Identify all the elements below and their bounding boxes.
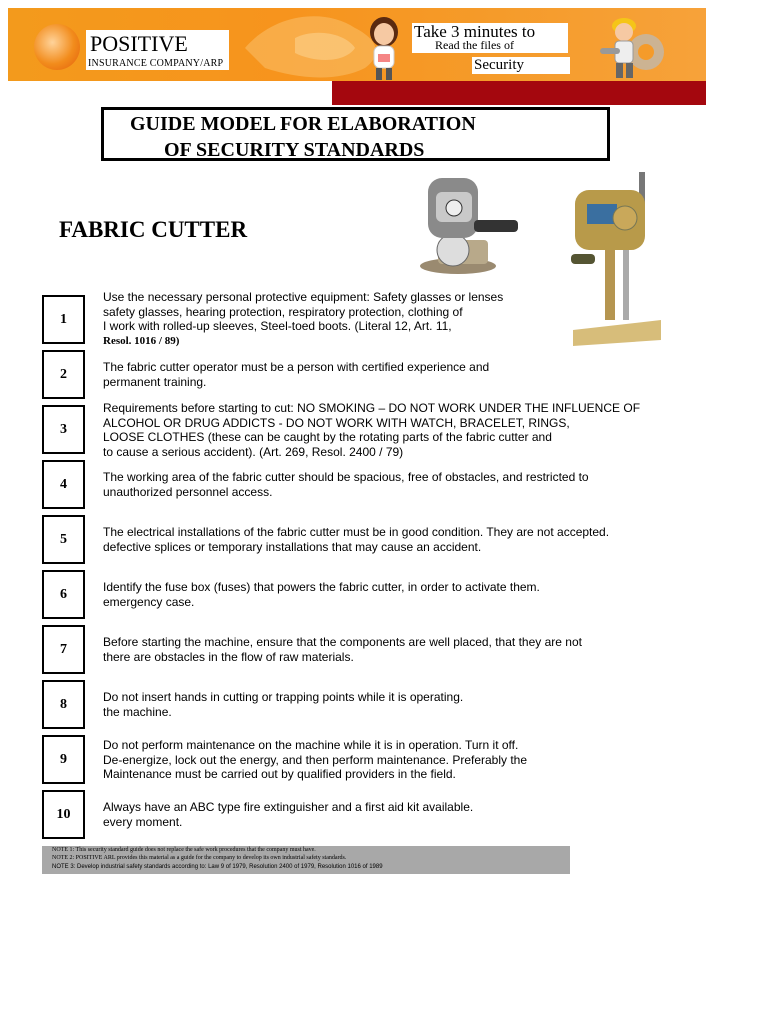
item-number-box: 9	[42, 735, 85, 784]
header-red-bar	[332, 81, 706, 105]
note-1: NOTE 1: This security standard guide does not replace the safe work procedures that the company must have.	[52, 847, 316, 853]
item-line: there are obstacles in the flow of raw materials.	[103, 649, 354, 664]
item-number-box: 4	[42, 460, 85, 509]
item-text-9	[103, 738, 527, 782]
item-line: Before starting the machine, ensure that the components are well placed, that they are not	[103, 635, 582, 649]
item-line: Do not insert hands in cutting or trapping points while it is operating.	[103, 690, 464, 704]
item-line: Do not perform maintenance on the machine while it is in operation. Turn it off.	[103, 738, 519, 752]
item-text-7	[103, 635, 582, 664]
item-line: permanent training.	[103, 374, 207, 389]
item-number-box: 10	[42, 790, 85, 839]
item-line: safety glasses, hearing protection, respiratory protection, clothing of	[103, 304, 463, 319]
item-text-8	[103, 690, 463, 719]
item-line: to cause a serious accident). (Art. 269, Resol. 2400 / 79)	[103, 444, 404, 459]
tagline-line2: Read the files of	[435, 38, 514, 52]
item-reference: Resol. 1016 / 89)	[103, 334, 180, 347]
item-line: The working area of the fabric cutter should be spacious, free of obstacles, and restricted to	[103, 470, 589, 484]
item-line: Identify the fuse box (fuses) that powers the fabric cutter, in order to activate them.	[103, 580, 540, 594]
item-line: emergency case.	[103, 594, 195, 609]
item-number-box: 1	[42, 295, 85, 344]
item-number-box: 8	[42, 680, 85, 729]
item-text-2	[103, 360, 489, 389]
item-line: every moment.	[103, 814, 183, 829]
note-3: NOTE 3: Develop industrial safety standards according to: Law 9 of 1979, Resolution 2400 of 1979, Resolution 1016 of 1989	[52, 864, 383, 870]
note-2: NOTE 2: POSITIVE ARL provides this material as a guide for the company to develop its own industrial safety standards.	[52, 855, 347, 861]
tagline-line3: Security	[474, 57, 524, 73]
item-line: De-energize, lock out the energy, and then perform maintenance. Preferably the	[103, 752, 528, 767]
item-line: Always have an ABC type fire extinguisher and a first aid kit available.	[103, 800, 474, 814]
item-line: ALCOHOL OR DRUG ADDICTS - DO NOT WORK WITH WATCH, BRACELET, RINGS,	[103, 415, 570, 430]
item-number-box: 5	[42, 515, 85, 564]
tagline-line1: Take 3 minutes to	[414, 22, 536, 41]
item-text-5	[103, 525, 609, 554]
item-line: The electrical installations of the fabric cutter must be in good condition. They are not accepted.	[103, 525, 610, 539]
document-title-line2: OF SECURITY STANDARDS	[164, 139, 425, 161]
item-text-4	[103, 470, 589, 499]
fabric-cutter-large-image	[565, 170, 665, 348]
item-text-6	[103, 580, 540, 609]
item-line: unauthorized personnel access.	[103, 484, 273, 499]
item-number-box: 6	[42, 570, 85, 619]
fabric-cutter-small-image	[408, 170, 526, 286]
item-line: defective splices or temporary installations that may cause an accident.	[103, 539, 482, 554]
item-number-box: 3	[42, 405, 85, 454]
item-line: LOOSE CLOTHES (these can be caught by the rotating parts of the fabric cutter and	[103, 430, 552, 444]
positive-logo-icon	[34, 24, 80, 70]
item-line: Maintenance must be carried out by qualified providers in the field.	[103, 767, 456, 781]
item-text-10	[103, 800, 473, 829]
brand-subtitle: INSURANCE COMPANY/ARP	[88, 58, 224, 69]
item-number-box: 7	[42, 625, 85, 674]
item-number-box: 2	[42, 350, 85, 399]
item-line: The fabric cutter operator must be a person with certified experience and	[103, 360, 490, 374]
item-line: Requirements before starting to cut: NO SMOKING – DO NOT WORK UNDER THE INFLUENCE OF	[103, 401, 641, 415]
cartoon-woman-icon	[360, 14, 410, 82]
item-line: the machine.	[103, 704, 172, 719]
notes-box	[42, 846, 570, 874]
item-line: Use the necessary personal protective equipment: Safety glasses or lenses	[103, 290, 504, 304]
item-text-1	[103, 290, 503, 348]
item-text-3	[103, 401, 640, 459]
section-heading: FABRIC CUTTER	[59, 217, 248, 242]
cartoon-worker-icon	[598, 12, 668, 82]
brand-name: POSITIVE	[90, 31, 188, 56]
item-line: I work with rolled-up sleeves, Steel-toed boots. (Literal 12, Art. 11,	[103, 319, 452, 333]
document-title-line1: GUIDE MODEL FOR ELABORATION	[130, 113, 476, 135]
